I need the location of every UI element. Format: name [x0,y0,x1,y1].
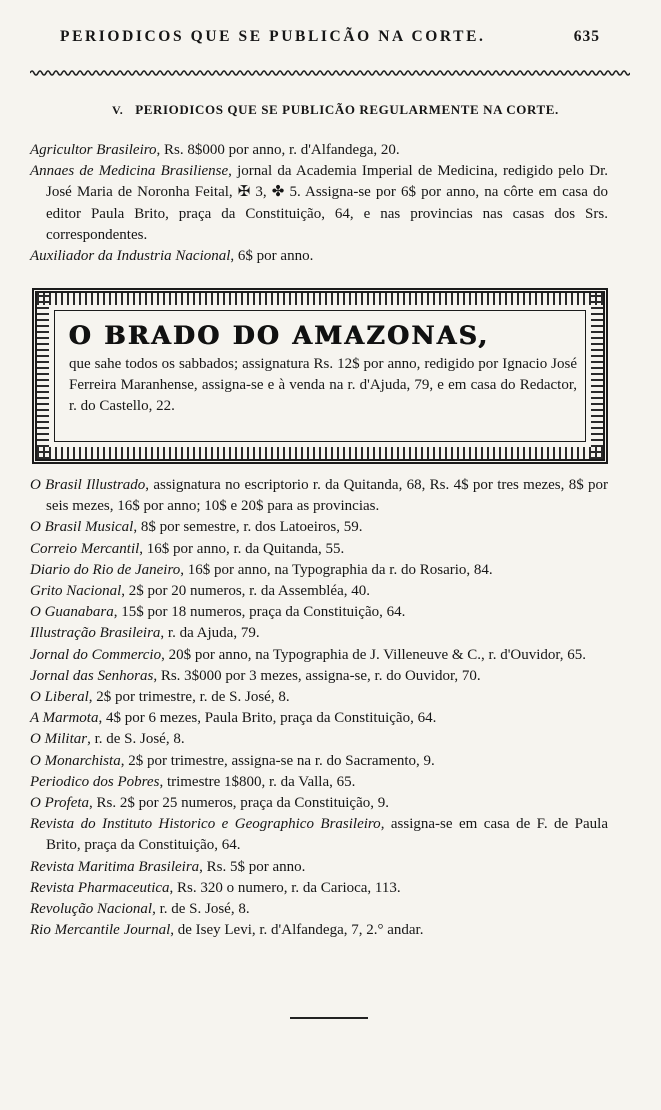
periodical-entry [30,623,608,644]
periodical-entry [30,687,608,708]
periodical-title: Auxiliador da Industria Nacional [30,248,231,265]
periodical-title: O Militar [30,731,88,748]
periodical-title: Agricultor Brasileiro [30,142,157,158]
periodical-details: , 2$ por trimestre, assigna-se na r. do Sacramento, 9. [120,752,435,769]
periodical-title: Illustração Brasileira [30,625,161,642]
featured-advertisement [55,311,585,441]
periodical-title: Periodico dos Pobres [30,773,160,790]
periodical-entry [30,246,608,267]
periodical-entry [30,899,608,920]
periodical-details: , de Isey Levi, r. d'Alfandega, 7, 2.° andar. [170,922,424,939]
periodical-entry [30,793,608,814]
section-marker: V. [112,103,124,117]
section-heading [112,102,559,118]
periodical-title: Jornal das Senhoras [30,667,154,684]
periodical-title: Jornal do Commercio [30,646,162,663]
featured-title: O BRADO DO AMAZONAS, [69,321,490,350]
running-head [60,28,600,46]
periodical-list-top [30,140,608,267]
periodical-details: , Rs. 320 o numero, r. da Carioca, 113. [169,879,401,896]
featured-advertisement-frame [32,288,608,464]
periodical-title: O Liberal [30,689,89,706]
periodical-details: , 4$ por 6 mezes, Paula Brito, praça da Constituição, 64. [98,710,437,727]
periodical-details: , Rs. 5$ por anno. [199,858,306,875]
periodical-entry [30,666,608,687]
periodical-details: , r. de S. José, 8. [87,731,185,748]
periodical-details: , 20$ por anno, na Typographia de J. Villeneuve & C., r. d'Ouvidor, 65. [161,646,587,663]
periodical-title: Diario do Rio de Janeiro [30,561,181,578]
periodical-details: , Rs. 2$ por 25 numeros, praça da Constituição, 9. [89,795,389,812]
featured-text: que sahe todos os sabbados; assignatura Rs. 12$ por anno, redigido por Ignacio José Ferreira Maranhense, assigna-se e à venda na r. d'Ajuda, 79, e em casa do Redactor, r. do Castello, 22. [69,356,577,415]
periodical-entry [30,857,608,878]
periodical-entry [30,602,608,623]
periodical-details: , trimestre 1$800, r. da Valla, 65. [159,773,356,790]
periodical-entry [30,814,608,856]
periodical-details: , Rs. 8$000 por anno, r. d'Alfandega, 20. [156,142,400,158]
periodical-title: A Marmota [30,710,99,727]
periodical-details: , assignatura no escriptorio r. da Quitanda, 68, Rs. 4$ por tres mezes, 8$ por seis mezes, 16$ por anno; 10$ e 20$ para as provincias. [46,477,608,515]
periodical-title: Revista do Instituto Historico e Geographico Brasileiro [30,816,381,833]
periodical-details: , assigna-se em casa de F. de Paula Brito, praça da Constituição, 64. [46,816,608,854]
periodical-entry [30,581,608,602]
periodical-details: , r. de S. José, 8. [152,901,250,918]
periodical-title: Annaes de Medicina Brasiliense [30,163,229,180]
periodical-details: , r. da Ajuda, 79. [160,625,260,642]
wavy-rule-ornament [30,68,630,78]
periodical-title: Grito Nacional [30,583,122,600]
periodical-details: , 2$ por 20 numeros, r. da Assembléa, 40. [121,583,370,600]
periodical-entry [30,645,608,666]
periodical-title: O Brasil Musical [30,519,134,536]
periodical-details: , 8$ por semestre, r. dos Latoeiros, 59. [133,519,363,536]
periodical-entry [30,751,608,772]
periodical-entry [30,161,608,246]
periodical-details: , jornal da Academia Imperial de Medicina, redigido pelo Dr. José Maria de Noronha Feital, ✠ 3, ✤ 5. Assigna-se por 6$ por anno, na côrte em casa do editor Paula Brito, praça da Constituição, 64, e nas provincias nas casas dos Srs. correspondentes. [46,163,608,243]
periodical-entry [30,517,608,538]
periodical-title: Correio Mercantil [30,540,140,557]
end-rule [290,1017,368,1019]
running-title: PERIODICOS QUE SE PUBLICÃO NA CORTE. [60,28,486,45]
periodical-title: Rio Mercantile Journal [30,922,171,939]
periodical-title: O Profeta [30,795,90,812]
periodical-details: , 6$ por anno. [230,248,314,265]
periodical-entry [30,920,608,941]
periodical-entry [30,878,608,899]
periodical-entry [30,772,608,793]
periodical-title: Revista Pharmaceutica [30,879,170,896]
periodical-title: Revolução Nacional [30,901,153,918]
page-number: 635 [573,28,600,45]
periodical-entry [30,539,608,560]
periodical-details: , 2$ por trimestre, r. de S. José, 8. [88,689,290,706]
periodical-details: , 16$ por anno, na Typographia da r. do Rosario, 84. [180,561,493,578]
periodical-details: , Rs. 3$000 por 3 mezes, assigna-se, r. do Ouvidor, 70. [153,667,481,684]
periodical-entry [30,560,608,581]
periodical-title: Revista Maritima Brasileira [30,858,200,875]
periodical-title: O Guanabara [30,604,114,621]
section-heading-text: PERIODICOS QUE SE PUBLICÃO REGULARMENTE NA CORTE. [135,102,559,117]
periodical-entry [30,708,608,729]
periodical-title: O Brasil Illustrado [30,477,146,493]
periodical-entry [30,729,608,750]
periodical-entry [30,140,608,161]
periodical-list-bottom [30,475,608,941]
periodical-title: O Monarchista [30,752,121,769]
periodical-details: , 15$ por 18 numeros, praça da Constituição, 64. [113,604,406,621]
periodical-details: , 16$ por anno, r. da Quitanda, 55. [139,540,345,557]
periodical-entry [30,475,608,517]
